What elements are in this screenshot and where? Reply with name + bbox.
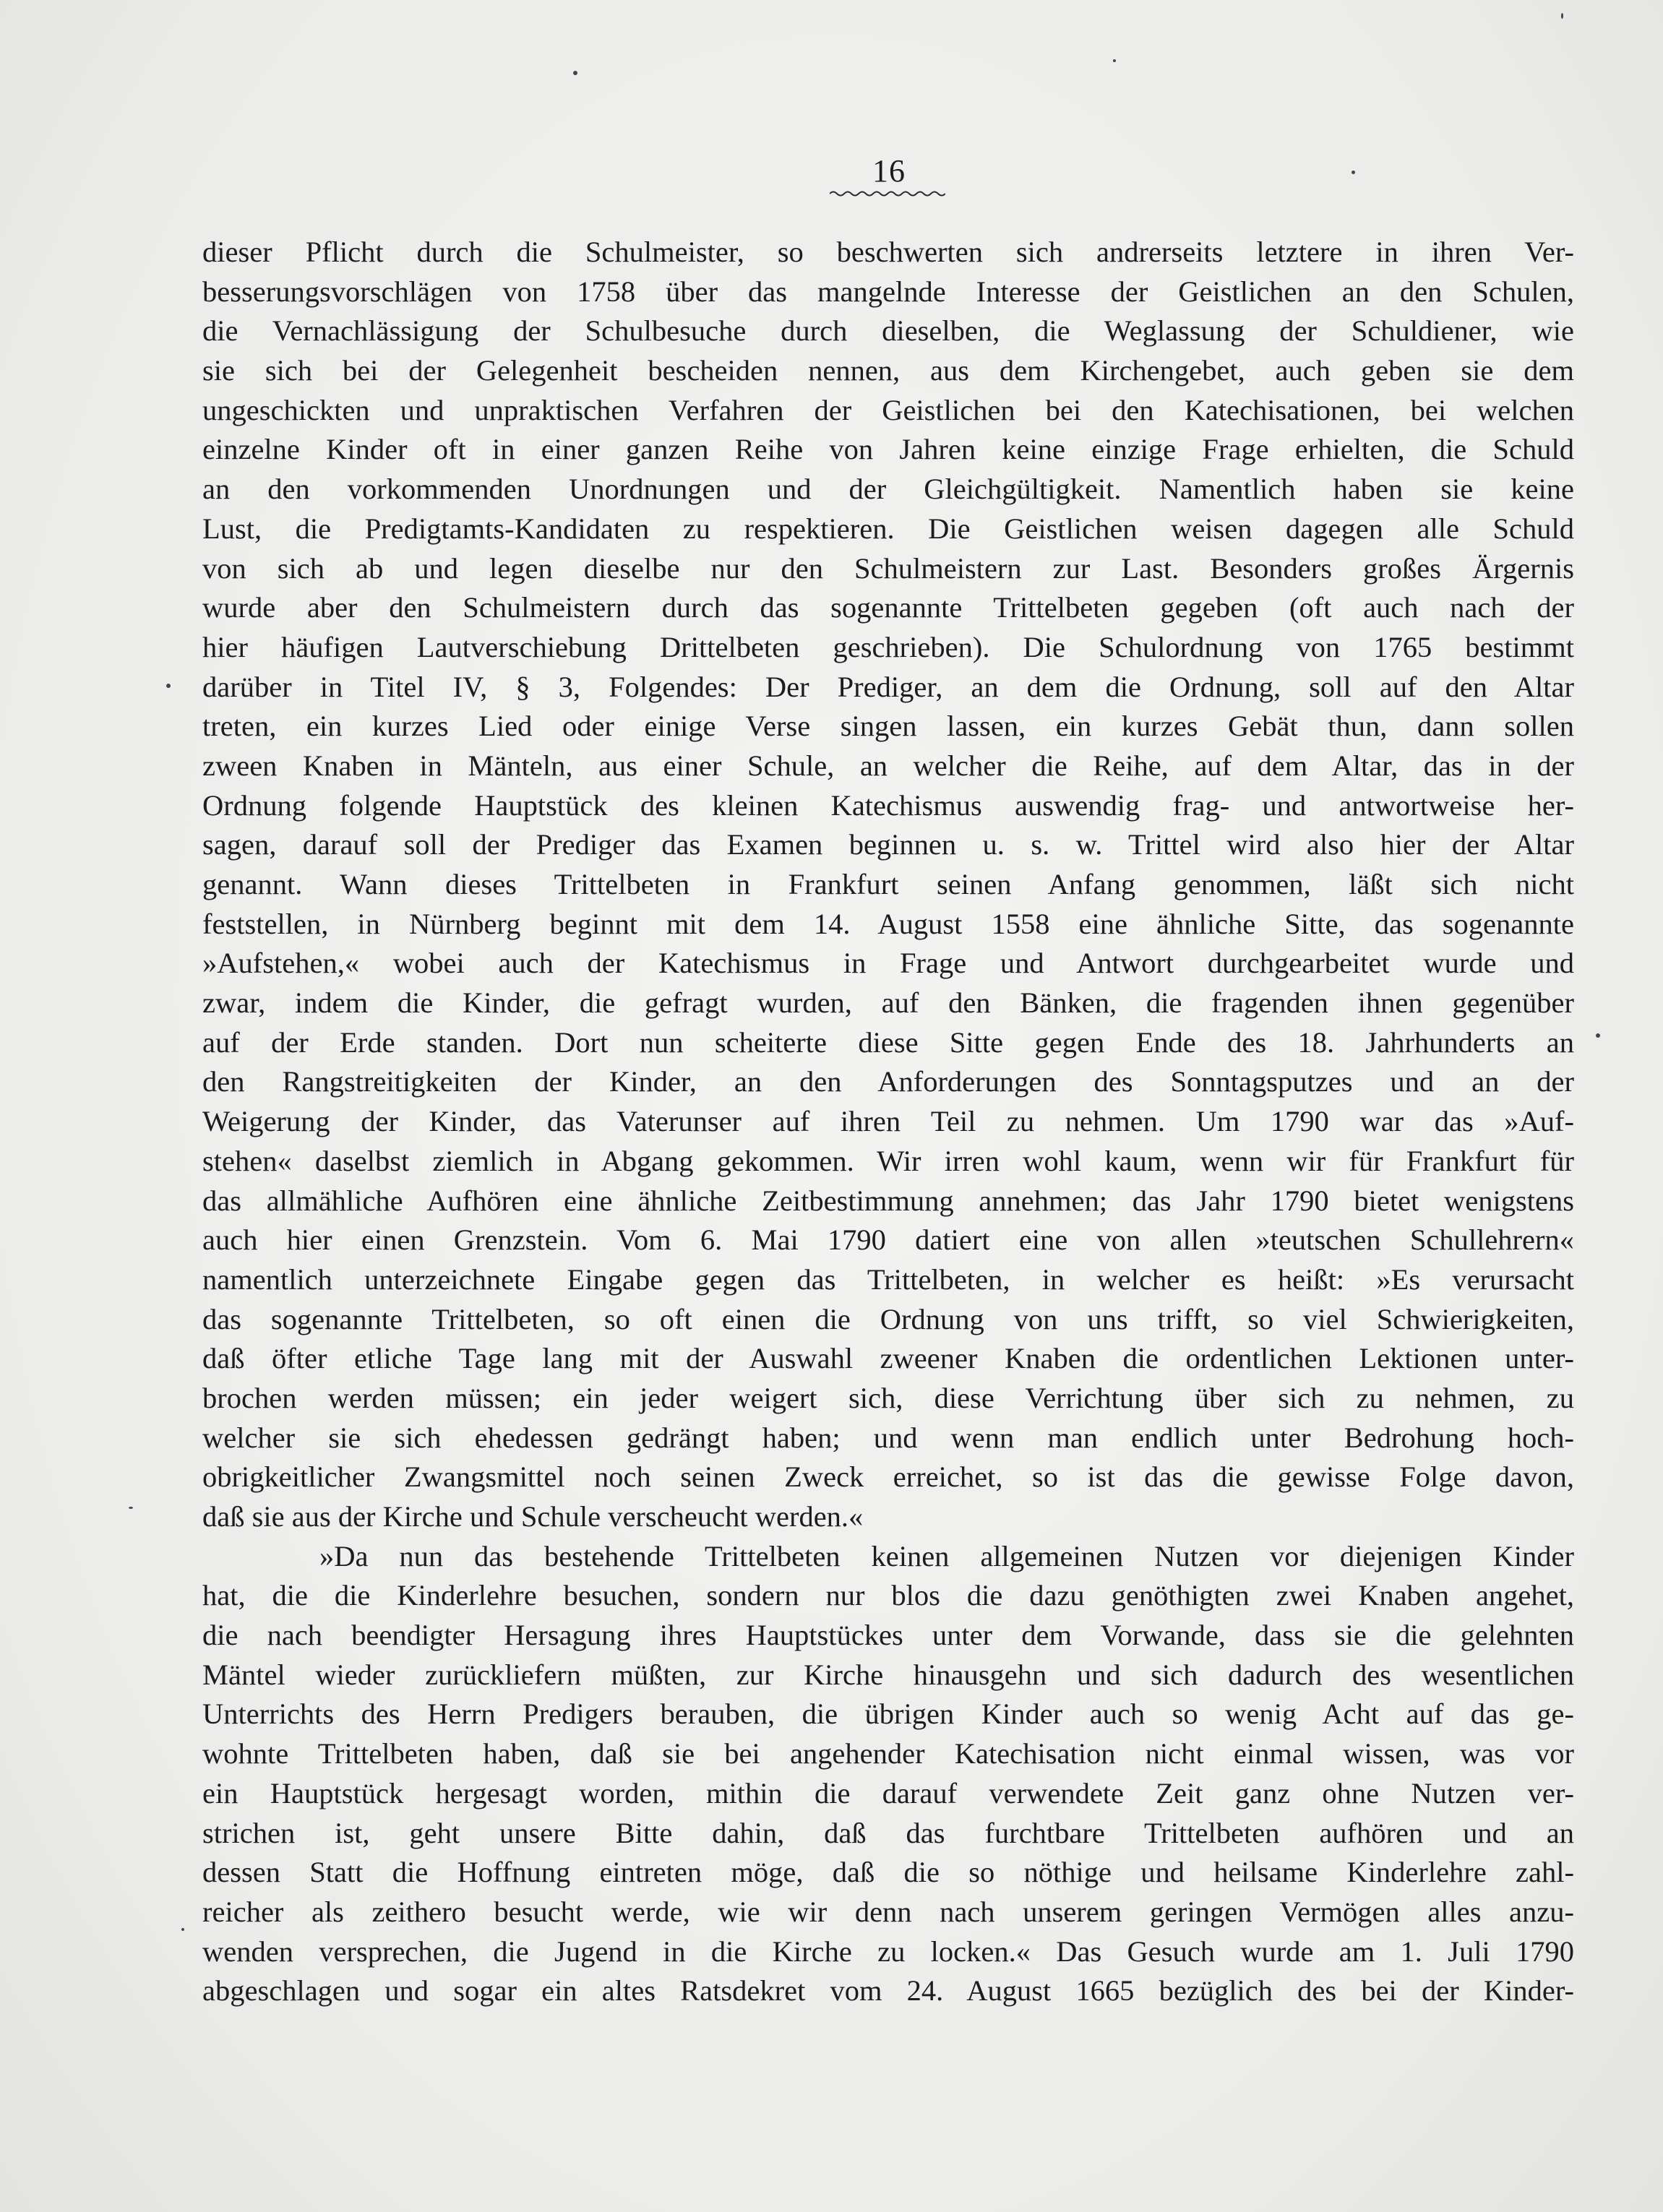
text-line: reicher als zeithero besucht werde, wie wir denn nach unserem geringen Vermögen alles anzu-: [202, 1895, 1574, 1928]
page-number: 16: [872, 153, 906, 189]
text-line: ungeschickten und unpraktischen Verfahren der Geistlichen bei den Katechisationen, bei welchen: [202, 393, 1574, 426]
page-number-ornament: [830, 189, 945, 198]
text-line: besserungsvorschlägen von 1758 über das mangelnde Interesse der Geistlichen an den Schulen,: [202, 275, 1574, 308]
text-line: Unterrichts des Herrn Predigers berauben, die übrigen Kinder auch so wenig Acht auf das ge-: [202, 1697, 1574, 1731]
text-line: auch hier einen Grenzstein. Vom 6. Mai 1790 datiert eine von allen »teutschen Schullehrern«: [202, 1223, 1574, 1257]
text-line: sagen, darauf soll der Prediger das Examen beginnen u. s. w. Trittel wird also hier der Altar: [202, 828, 1574, 861]
text-line: den Rangstreitigkeiten der Kinder, an den Anforderungen des Sonntagsputzes und an der: [202, 1065, 1574, 1098]
text-line: wenden versprechen, die Jugend in die Kirche zu locken.« Das Gesuch wurde am 1. Juli 1790: [202, 1935, 1574, 1968]
text-line: wurde aber den Schulmeistern durch das sogenannte Trittelbeten gegeben (oft auch nach der: [202, 591, 1574, 624]
text-line: Mäntel wieder zurückliefern müßten, zur Kirche hinausgehn und sich dadurch des wesentlichen: [202, 1658, 1574, 1691]
scan-speck: [129, 1507, 133, 1509]
paragraph-start-line: »Da nun das bestehende Trittelbeten keinen allgemeinen Nutzen vor diejenigen Kinder: [319, 1539, 1574, 1572]
text-line: ein Hauptstück hergesagt worden, mithin die darauf verwendete Zeit ganz ohne Nutzen ver-: [202, 1776, 1574, 1809]
text-line: die nach beendigter Hersagung ihres Hauptstückes unter dem Vorwande, dass sie die gelehnten: [202, 1619, 1574, 1652]
text-line: wohnte Trittelbeten haben, daß sie bei angehender Katechisation nicht einmal wissen, was vor: [202, 1737, 1574, 1770]
text-line: zwar, indem die Kinder, die gefragt wurden, auf den Bänken, die fragenden ihnen gegenüber: [202, 986, 1574, 1020]
text-line: »Aufstehen,« wobei auch der Katechismus in Frage und Antwort durchgearbeitet wurde und: [202, 947, 1574, 980]
text-line: obrigkeitlicher Zwangsmittel noch seinen Zweck erreichet, so ist das die gewisse Folge davon,: [202, 1460, 1574, 1494]
paragraph-end-line: daß sie aus der Kirche und Schule verscheucht werden.«: [202, 1500, 864, 1533]
text-line: treten, ein kurzes Lied oder einige Verse singen lassen, ein kurzes Gebät thun, dann sollen: [202, 710, 1574, 743]
scan-speck: [1596, 1033, 1600, 1038]
text-line: die Vernachlässigung der Schulbesuche durch dieselben, die Weglassung der Schuldiener, wie: [202, 314, 1574, 348]
text-line: zween Knaben in Mänteln, aus einer Schule, an welcher die Reihe, auf dem Altar, das in der: [202, 749, 1574, 782]
text-line: dessen Statt die Hoffnung eintreten möge, daß die so nöthige und heilsame Kinderlehre zahl-: [202, 1856, 1574, 1889]
text-line: dieser Pflicht durch die Schulmeister, so beschwerten sich andrerseits letztere in ihren Ver-: [202, 236, 1574, 268]
text-line: namentlich unterzeichnete Eingabe gegen das Trittelbeten, in welcher es heißt: »Es verursacht: [202, 1262, 1574, 1296]
scan-speck: [181, 1928, 184, 1931]
text-line: stehen« daselbst ziemlich in Abgang gekommen. Wir irren wohl kaum, wenn wir für Frankfurt für: [202, 1144, 1574, 1177]
text-line: Ordnung folgende Hauptstück des kleinen Katechismus auswendig frag- und antwortweise her-: [202, 788, 1574, 822]
scan-speck: [573, 71, 577, 75]
scan-speck: [166, 684, 171, 688]
body-text: [202, 233, 1574, 2011]
scan-speck: [1352, 171, 1355, 174]
text-line: abgeschlagen und sogar ein altes Ratsdekret vom 24. August 1665 bezüglich des bei der Kinder-: [202, 1974, 1574, 2007]
scan-speck: [1561, 13, 1563, 19]
text-line: hat, die die Kinderlehre besuchen, sondern nur blos die dazu genöthigten zwei Knaben angehet,: [202, 1579, 1574, 1612]
text-line: strichen ist, geht unsere Bitte dahin, daß das furchtbare Trittelbeten aufhören und an: [202, 1816, 1574, 1849]
text-line: darüber in Titel IV, § 3, Folgendes: Der Prediger, an dem die Ordnung, soll auf den Altar: [202, 670, 1574, 703]
text-line: welcher sie sich ehedessen gedrängt haben; und wenn man endlich unter Bedrohung hoch-: [202, 1421, 1574, 1454]
text-line: an den vorkommenden Unordnungen und der Gleichgültigkeit. Namentlich haben sie keine: [202, 473, 1574, 506]
text-line: daß öfter etliche Tage lang mit der Auswahl zweener Knaben die ordentlichen Lektionen unter-: [202, 1342, 1574, 1375]
text-line: Lust, die Predigtamts-Kandidaten zu respektieren. Die Geistlichen weisen dagegen alle Schuld: [202, 512, 1574, 545]
text-line: sie sich bei der Gelegenheit bescheiden nennen, aus dem Kirchengebet, auch geben sie dem: [202, 354, 1574, 387]
text-line: brochen werden müssen; ein jeder weigert sich, diese Verrichtung über sich zu nehmen, zu: [202, 1381, 1574, 1414]
text-line: von sich ab und legen dieselbe nur den Schulmeistern zur Last. Besonders großes Ärgernis: [202, 551, 1574, 585]
text-line: auf der Erde standen. Dort nun scheiterte diese Sitte gegen Ende des 18. Jahrhunderts an: [202, 1025, 1574, 1059]
text-line: das allmähliche Aufhören eine ähnliche Zeitbestimmung annehmen; das Jahr 1790 bietet wenigstens: [202, 1184, 1574, 1217]
text-line: genannt. Wann dieses Trittelbeten in Frankfurt seinen Anfang genommen, läßt sich nicht: [202, 868, 1574, 900]
text-line: Weigerung der Kinder, das Vaterunser auf ihren Teil zu nehmen. Um 1790 war das »Auf-: [202, 1105, 1574, 1138]
text-line: feststellen, in Nürnberg beginnt mit dem 14. August 1558 eine ähnliche Sitte, das sogenannte: [202, 907, 1574, 940]
text-line: hier häufigen Lautverschiebung Drittelbeten geschrieben). Die Schulordnung von 1765 bestimmt: [202, 630, 1574, 663]
scan-speck: [1113, 59, 1116, 62]
text-line: das sogenannte Trittelbeten, so oft einen die Ordnung von uns trifft, so viel Schwierigkeiten,: [202, 1302, 1574, 1335]
text-line: einzelne Kinder oft in einer ganzen Reihe von Jahren keine einzige Frage erhielten, die Schuld: [202, 433, 1574, 466]
